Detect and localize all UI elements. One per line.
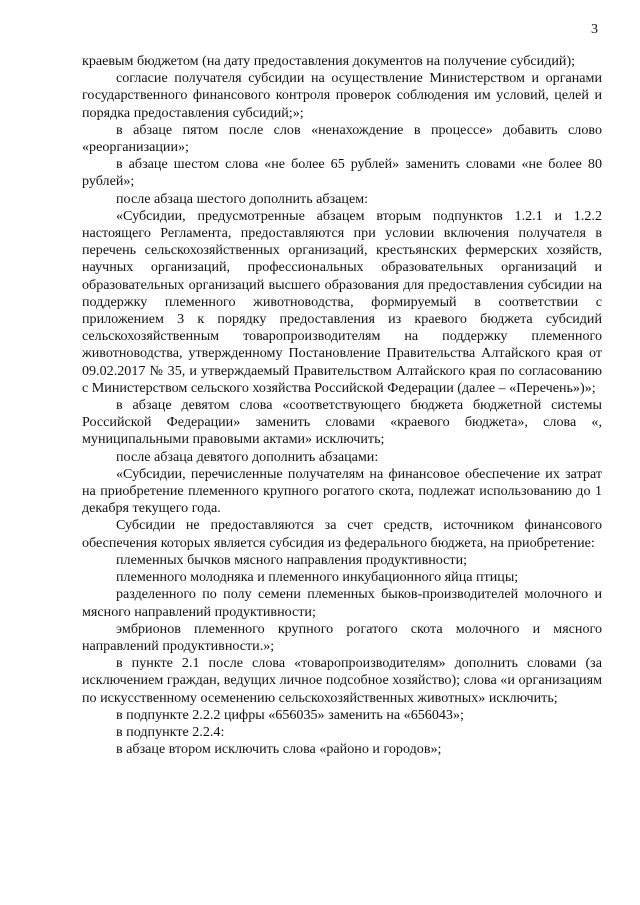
paragraph-5: после абзаца шестого дополнить абзацем:: [116, 190, 369, 207]
page-number: 3: [591, 22, 598, 37]
paragraph-15: в пункте 2.1 после слова «товаропроизводителям» дополнить словами (за исключением граждан, ведущих личное подсобное хозяйство); слова «и организациям по искусственному осеменению сельскохозяйственных животных» исключить;: [82, 655, 602, 706]
paragraph-4: в абзаце шестом слова «не более 65 рублей» заменить словами «не более 80 рублей»;: [82, 156, 602, 190]
paragraph-12: племенного молодняка и племенного инкубационного яйца птицы;: [116, 569, 519, 586]
paragraph-1: краевым бюджетом (на дату предоставления документов на получение субсидий);: [82, 53, 576, 69]
paragraph-7: в абзаце девятом слова «соответствующего бюджета бюджетной системы Российской Федерации» заменить словами «краевого бюджета», слова «, муниципальными правовыми актами» исключить;: [82, 397, 602, 448]
paragraph-11: племенных бычков мясного направления продуктивности;: [116, 551, 468, 568]
paragraph-2: согласие получателя субсидии на осуществление Министерством и органами государственного финансового контроля проверок соблюдения им условий, целей и порядка предоставления субсидий;»;: [82, 70, 602, 121]
paragraph-17: в подпункте 2.2.4:: [116, 723, 225, 740]
paragraph-16: в подпункте 2.2.2 цифры «656035» заменить на «656043»;: [116, 706, 464, 723]
paragraph-18: в абзаце втором исключить слова «районо и городов»;: [116, 741, 442, 758]
paragraph-13: разделенного по полу семени племенных быков-производителей молочного и мясного направлений продуктивности;: [82, 586, 602, 620]
document-body: [82, 53, 602, 758]
paragraph-3: в абзаце пятом после слов «ненахождение в процессе» добавить слово «реорганизации»;: [82, 121, 602, 156]
paragraph-14: эмбрионов племенного крупного рогатого скота молочного и мясного направлений продуктивности.»;: [82, 620, 602, 654]
paragraph-10: Субсидии не предоставляются за счет средств, источником финансового обеспечения которых является субсидия из федерального бюджета, на приобретение:: [82, 517, 602, 551]
paragraph-8: после абзаца девятого дополнить абзацами:: [116, 448, 379, 465]
paragraph-6: «Субсидии, предусмотренные абзацем вторым подпунктов 1.2.1 и 1.2.2 настоящего Регламента, предоставляются при условии включения получателя в перечень сельскохозяйственных организаций, крестьянских фермерских хозяйств, научных организаций, профессиональных образовательных организаций и образовательных организаций высшего образования для предоставления субсидии на поддержку племенного животноводства, формируемый в соответствии с приложением 3 к порядку предоставления из краевого бюджета субсидий сельскохозяйственным товаропроизводителям на поддержку племенного животноводства, утвержденному Постановление Правительства Алтайского края от 09.02.2017 № 35, и утверждаемый Правительством Алтайского края по согласованию с Министерством сельского хозяйства Российской Федерации (далее – «Перечень»)»;: [82, 207, 602, 396]
paragraph-9: «Субсидии, перечисленные получателям на финансовое обеспечение их затрат на приобретение племенного крупного рогатого скота, подлежат использованию до 1 декабря текущего года.: [82, 465, 602, 517]
